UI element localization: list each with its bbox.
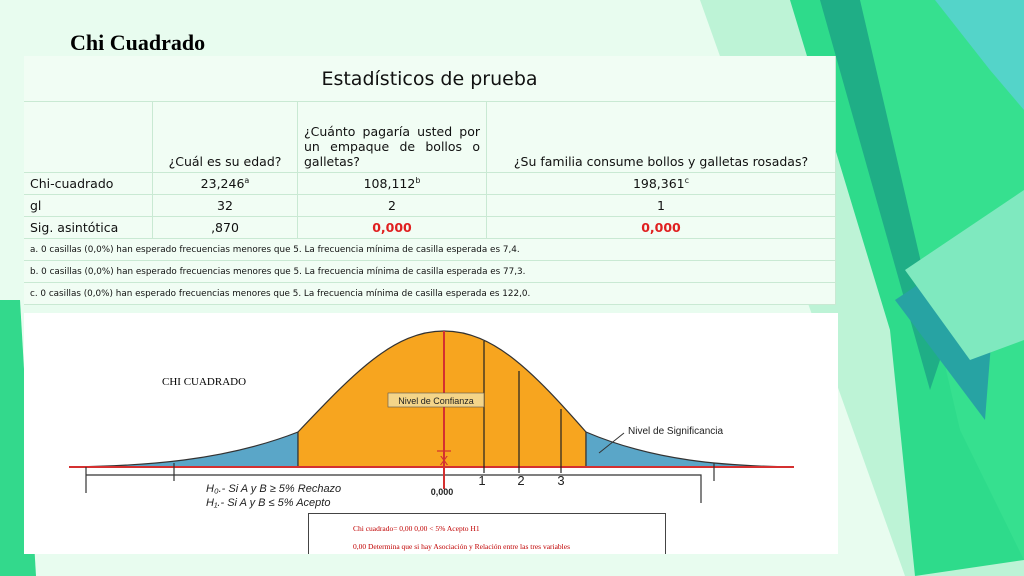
- header-empty-cell: [24, 102, 153, 173]
- row-label: Sig. asintótica: [24, 217, 153, 239]
- table-cell-significant: 0,000: [487, 217, 836, 239]
- table-cell: 23,246$^a$: [153, 173, 298, 195]
- chi-square-tag: CHI CUADRADO: [118, 374, 274, 390]
- table-cell: 32: [153, 195, 298, 217]
- table-row-chi-square: [24, 173, 836, 195]
- significance-label: Nivel de Significancia: [628, 426, 724, 437]
- table-cell-significant: 0,000: [298, 217, 487, 239]
- table-cell: ,870: [153, 217, 298, 239]
- table-footnote: c. 0 casillas (0,0%) han esperado frecuencias menores que 5. La frecuencia mínima de casilla esperada es 122,0.: [24, 283, 836, 305]
- h0-rule: H₀.- Si A y B ≥ 5% Rechazo: [206, 483, 342, 495]
- table-row-significance: [24, 217, 836, 239]
- slide-title: Chi Cuadrado: [70, 30, 206, 55]
- table-footnote: a. 0 casillas (0,0%) han esperado frecuencias menores que 5. La frecuencia mínima de casilla esperada es 7,4.: [24, 239, 836, 261]
- table-cell: 2: [298, 195, 487, 217]
- row-label: Chi-cuadrado: [24, 173, 153, 195]
- column-header-age: ¿Cuál es su edad?: [153, 102, 298, 173]
- zero-value-label: 0,000: [430, 487, 454, 497]
- sd-tick-3: 3: [557, 473, 565, 488]
- table-row-df: [24, 195, 836, 217]
- sd-tick-2: 2: [517, 473, 525, 488]
- table-cell: 198,361$^c$: [487, 173, 836, 195]
- table-footnote: b. 0 casillas (0,0%) han esperado frecuencias menores que 5. La frecuencia mínima de casilla esperada es 77,3.: [24, 261, 836, 283]
- test-statistics-table: [24, 56, 836, 305]
- chi-square-curve-figure: [24, 313, 838, 554]
- h1-rule: H₁.- Si A y B ≤ 5% Acepto: [206, 497, 331, 509]
- confidence-label: Nivel de Confianza: [398, 396, 474, 406]
- conclusion-box: [308, 513, 666, 554]
- column-header-price: ¿Cuánto pagaría usted por un empaque de bollos o galletas?: [298, 102, 487, 173]
- conclusion-line-2: 0,00 Determina que si hay Asociación y Relación entre las tres variables: [353, 542, 571, 551]
- sd-tick-1: 1: [478, 473, 486, 488]
- table-cell: 108,112$^b$: [298, 173, 487, 195]
- column-header-consumption: ¿Su familia consume bollos y galletas rosadas?: [487, 102, 836, 173]
- left-tail-area: [69, 432, 298, 467]
- table-caption: Estadísticos de prueba: [24, 56, 836, 102]
- table-cell: 1: [487, 195, 836, 217]
- conclusion-line-1: Chi cuadrado= 0,00 0,00 < 5% Acepto H1: [353, 524, 480, 533]
- right-tail-area: [586, 432, 794, 467]
- range-bracket: [86, 467, 701, 503]
- xbar-symbol: X: [439, 453, 449, 468]
- row-label: gl: [24, 195, 153, 217]
